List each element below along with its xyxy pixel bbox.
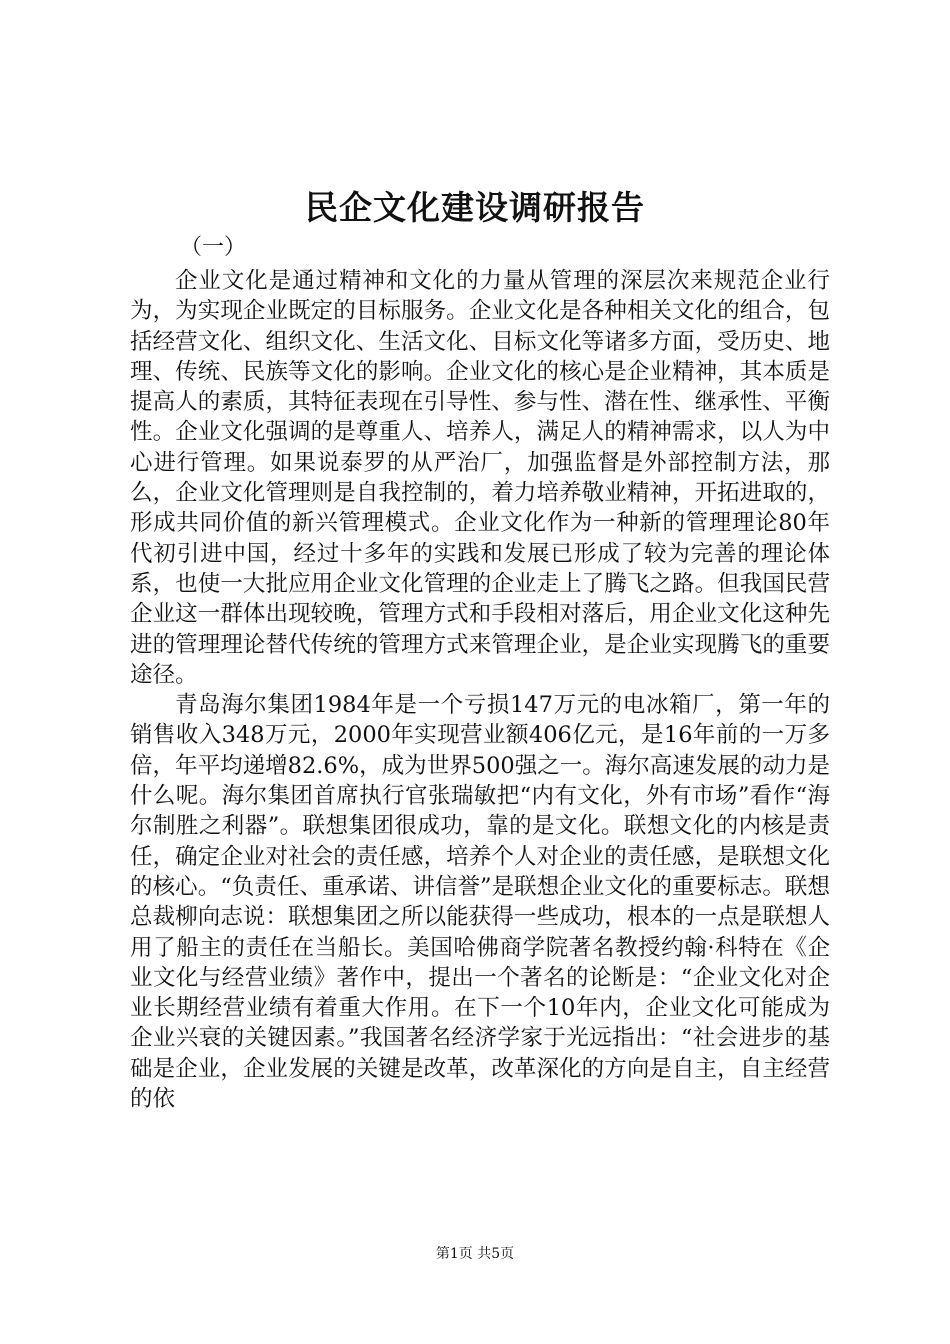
section-label: （一）: [180, 235, 247, 260]
page-footer: 第1页 共5页: [435, 1246, 515, 1262]
document-body: [130, 266, 830, 1114]
document-title: 民企文化建设调研报告: [305, 188, 645, 227]
paragraph-1: 企业文化是通过精神和文化的力量从管理的深层次来规范企业行为，为实现企业既定的目标服务。企业文化是各种相关文化的组合，包括经营文化、组织文化、生活文化、目标文化等诸多方面，受历史、地理、传统、民族等文化的影响。企业文化的核心是企业精神，其本质是提高人的素质，其特征表现在引导性、参与性、潜在性、继承性、平衡性。企业文化强调的是尊重人、培养人，满足人的精神需求，以人为中心进行管理。如果说泰罗的从严治厂，加强监督是外部控制方法，那么，企业文化管理则是自我控制的，着力培养敬业精神，开拓进取的，形成共同价值的新兴管理模式。企业文化作为一种新的管理理论80年代初引进中国，经过十多年的实践和发展已形成了较为完善的理论体系，也使一大批应用企业文化管理的企业走上了腾飞之路。但我国民营企业这一群体出现较晚，管理方式和手段相对落后，用企业文化这种先进的管理理论替代传统的管理方式来管理企业，是企业实现腾飞的重要途径。: [130, 268, 830, 688]
paragraph-2: 青岛海尔集团1984年是一个亏损147万元的电冰箱厂，第一年的销售收入348万元，2000年实现营业额406亿元，是16年前的一万多倍，年平均递增82.6%，成为世界500强之一。海尔高速发展的动力是什么呢。海尔集团首席执行官张瑞敏把“内有文化，外有市场”看作“海尔制胜之利器”。联想集团很成功，靠的是文化。联想文化的内核是责任，确定企业对社会的责任感，培养个人对企业的责任感，是联想文化的核心。“负责任、重承诺、讲信誉”是联想企业文化的重要标志。联想总裁柳向志说：联想集团之所以能获得一些成功，根本的一点是联想人用了船主的责任在当船长。美国哈佛商学院著名教授约翰·科特在《企业文化与经营业绩》著作中，提出一个著名的论断是：“企业文化对企业长期经营业绩有着重大作用。在下一个10年内，企业文化可能成为企业兴衰的关键因素。”我国著名经济学家于光远指出：“社会进步的基础是企业，企业发展的关键是改革，改革深化的方向是自主，自主经营的依: [130, 692, 830, 1113]
